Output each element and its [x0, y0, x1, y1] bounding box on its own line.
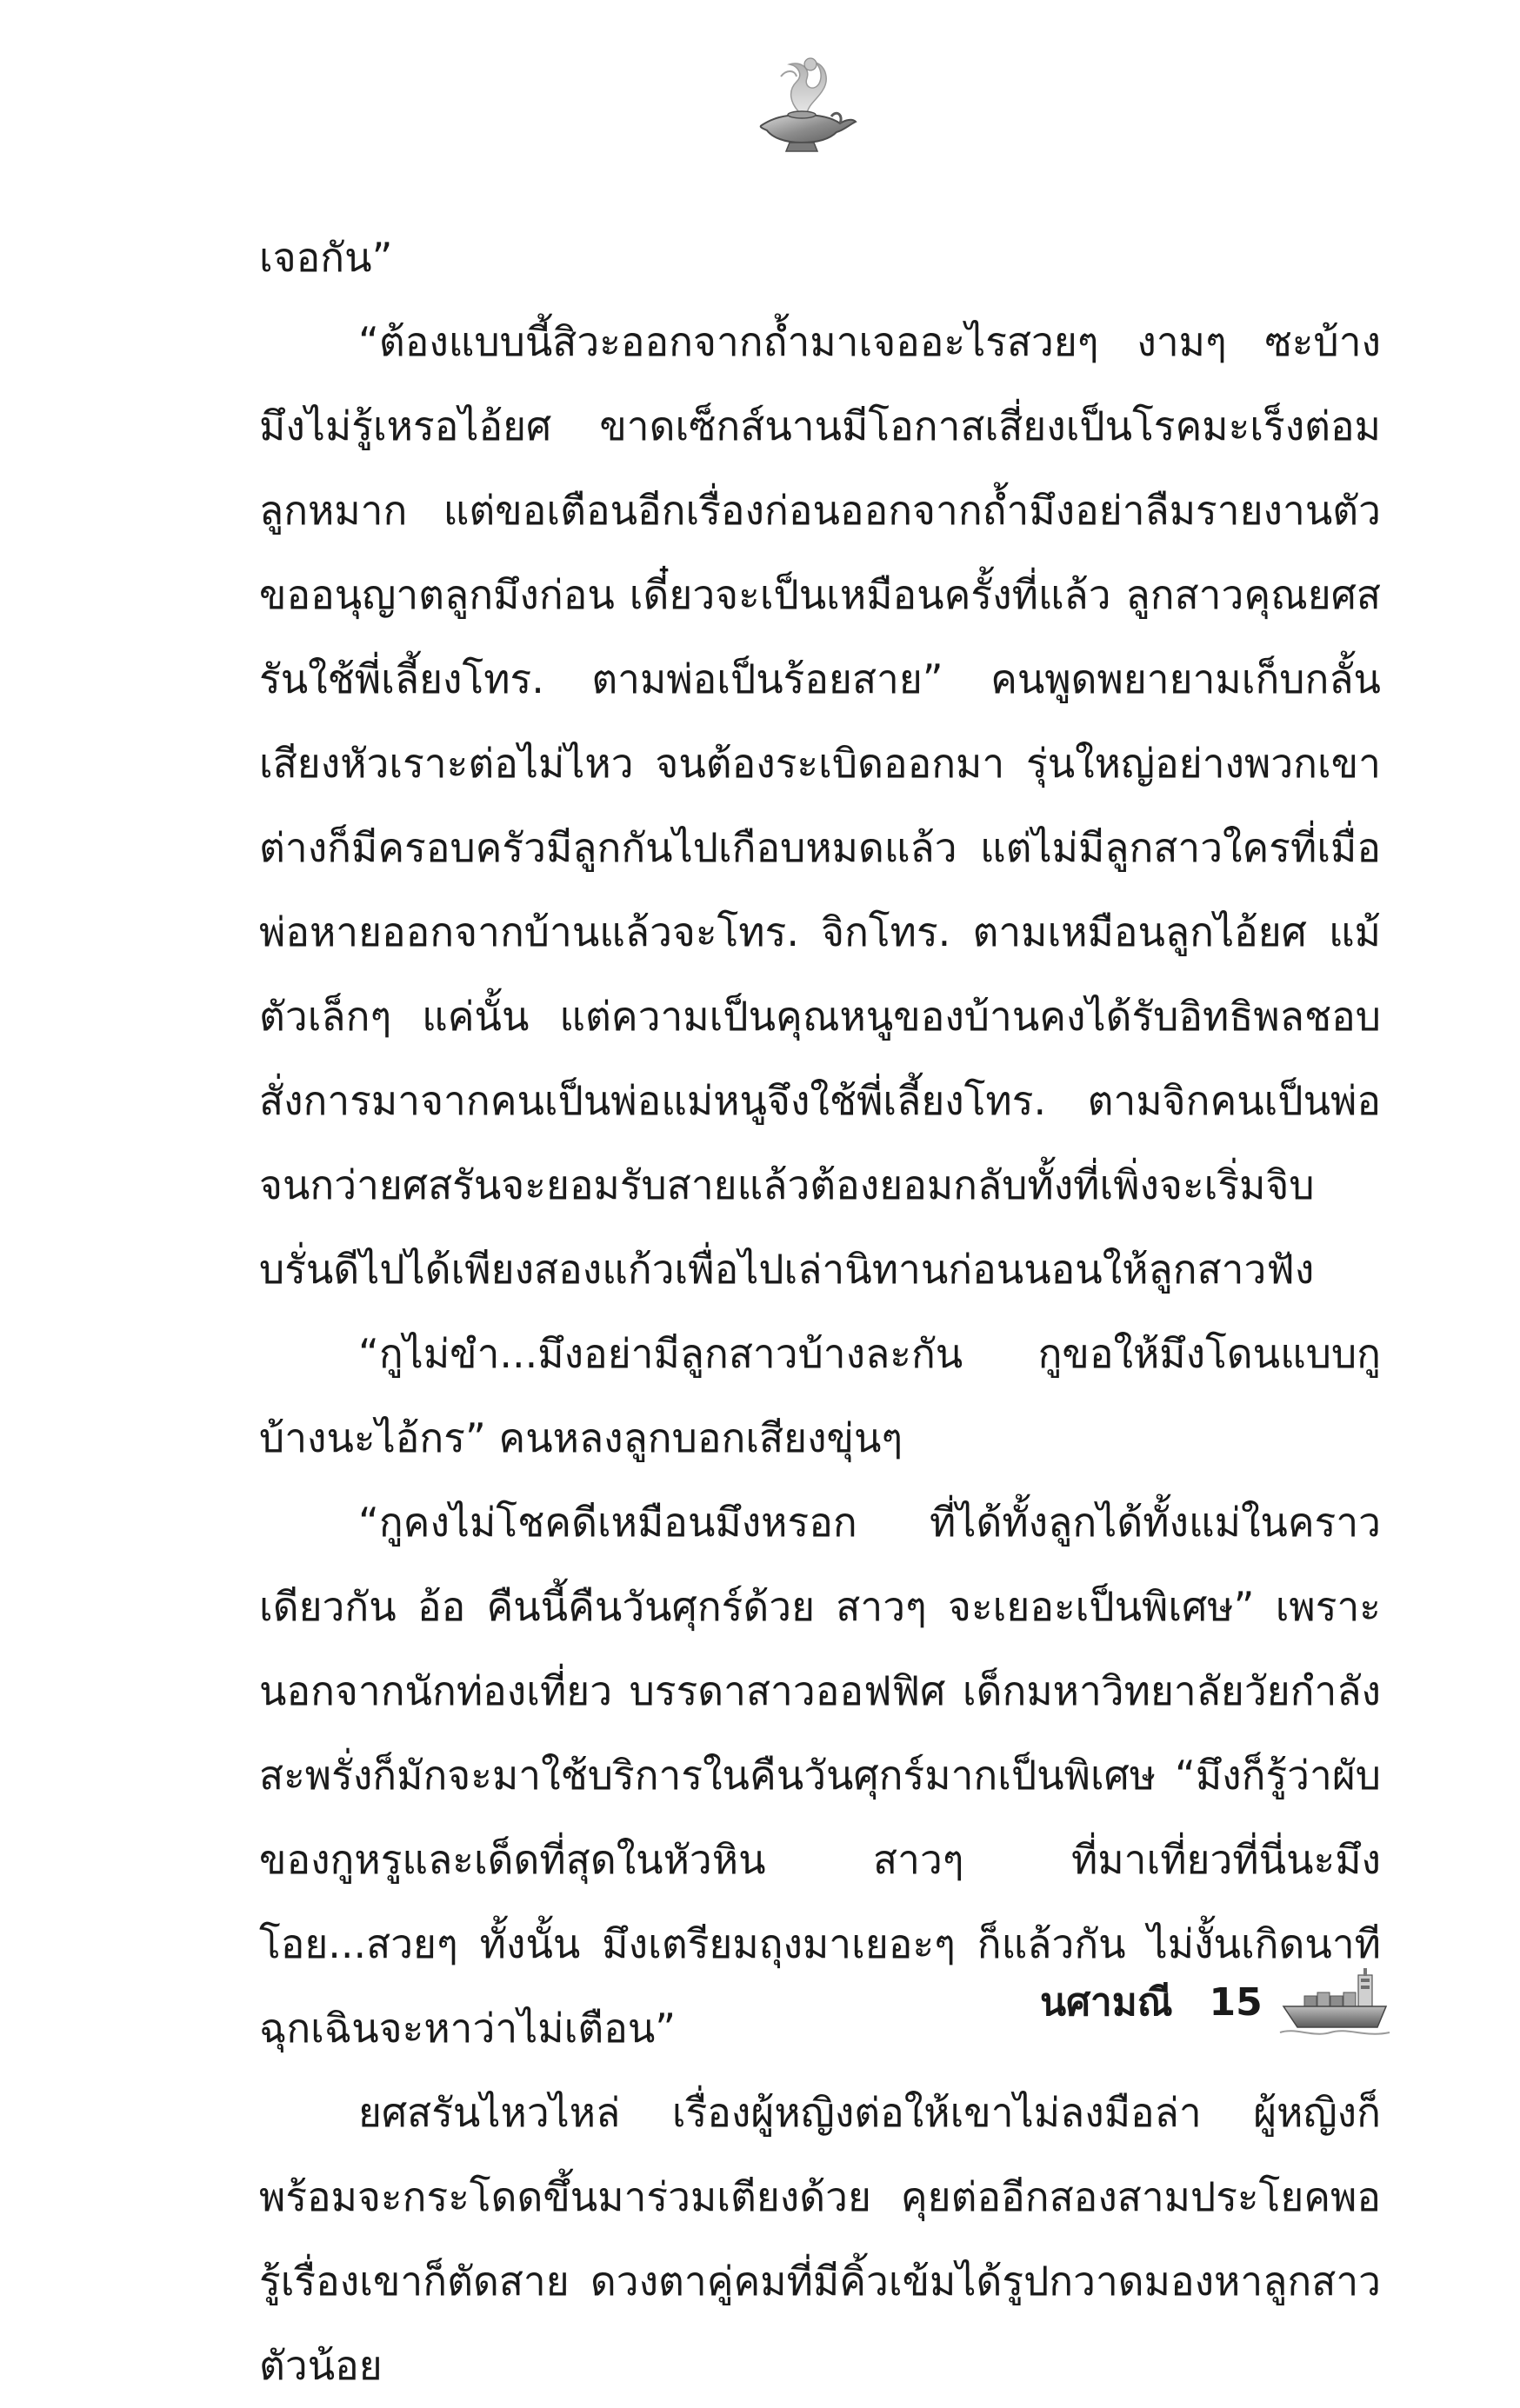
- paragraph: “กูคงไม่โชคดีเหมือนมึงหรอก ที่ได้ทั้งลูกได้ทั้งแม่ในคราวเดียวกัน อ้อ คืนนี้คืนวันศุกร์ด้วย สาวๆ จะเยอะเป็นพิเศษ” เพราะนอกจากนักท่องเที่ยว บรรดาสาวออฟฟิศ เด็กมหาวิทยาลัยวัยกำลังสะพรั่งก็มักจะมาใช้บริการในคืนวันศุกร์มากเป็นพิเศษ “มึงก็รู้ว่าผับของกูหรูและเด็ดที่สุดในหัวหิน สาวๆ ที่มาเที่ยวที่นี่นะมึง โอย...สวยๆ ทั้งนั้น มึงเตรียมถุงมาเยอะๆ ก็แล้วกัน ไม่งั้นเกิดนาทีฉุกเฉินจะหาว่าไม่เตือน”: [259, 1499, 1381, 2052]
- body-text: [259, 216, 1381, 2408]
- paragraph: ยศสรันไหวไหล่ เรื่องผู้หญิงต่อให้เขาไม่ลงมือล่า ผู้หญิงก็พร้อมจะกระโดดขึ้นมาร่วมเตียงด้วย คุยต่ออีกสองสามประโยคพอรู้เรื่องเขาก็ตัดสาย ดวงตาคู่คมที่มีคิ้วเข้มได้รูปกวาดมองหาลูกสาวตัวน้อย: [259, 2089, 1381, 2389]
- cargo-ship-icon: [1278, 1963, 1391, 2041]
- page-number: 15: [1209, 1979, 1263, 2025]
- book-title: นศามณี: [1040, 1980, 1173, 2025]
- paragraph: เจอกัน”: [259, 234, 393, 281]
- genie-lamp-icon: [746, 45, 859, 158]
- paragraph: “ต้องแบบนี้สิวะออกจากถ้ำมาเจออะไรสวยๆ งามๆ ซะบ้าง มึงไม่รู้เหรอไอ้ยศ ขาดเซ็กส์นานมีโอกาสเสี่ยงเป็นโรคมะเร็งต่อมลูกหมาก แต่ขอเตือนอีกเรื่องก่อนออกจากถ้ำมึงอย่าลืมรายงานตัวขออนุญาตลูกมึงก่อน เดี๋ยวจะเป็นเหมือนครั้งที่แล้ว ลูกสาวคุณยศสรันใช้พี่เลี้ยงโทร. ตามพ่อเป็นร้อยสาย” คนพูดพยายามเก็บกลั้นเสียงหัวเราะต่อไม่ไหว จนต้องระเบิดออกมา รุ่นใหญ่อย่างพวกเขาต่างก็มีครอบครัวมีลูกกันไปเกือบหมดแล้ว แต่ไม่มีลูกสาวใครที่เมื่อพ่อหายออกจากบ้านแล้วจะโทร. จิกโทร. ตามเหมือนลูกไอ้ยศ แม้ตัวเล็กๆ แค่นั้น แต่ความเป็นคุณหนูของบ้านคงได้รับอิทธิพลชอบสั่งการมาจากคนเป็นพ่อแม่หนูจึงใช้พี่เลี้ยงโทร. ตามจิกคนเป็นพ่อจนกว่ายศสรันจะยอมรับสายแล้วต้องยอมกลับทั้งที่เพิ่งจะเริ่มจิบบรั่นดีไปได้เพียงสองแก้วเพื่อไปเล่านิทานก่อนนอนให้ลูกสาวฟัง: [259, 318, 1381, 1293]
- page-footer: [1040, 1954, 1449, 2050]
- paragraph: “กูไม่ขำ...มึงอย่ามีลูกสาวบ้างละกัน กูขอให้มึงโดนแบบกูบ้างนะไอ้กร” คนหลงลูกบอกเสียงขุ่นๆ: [259, 1330, 1381, 1461]
